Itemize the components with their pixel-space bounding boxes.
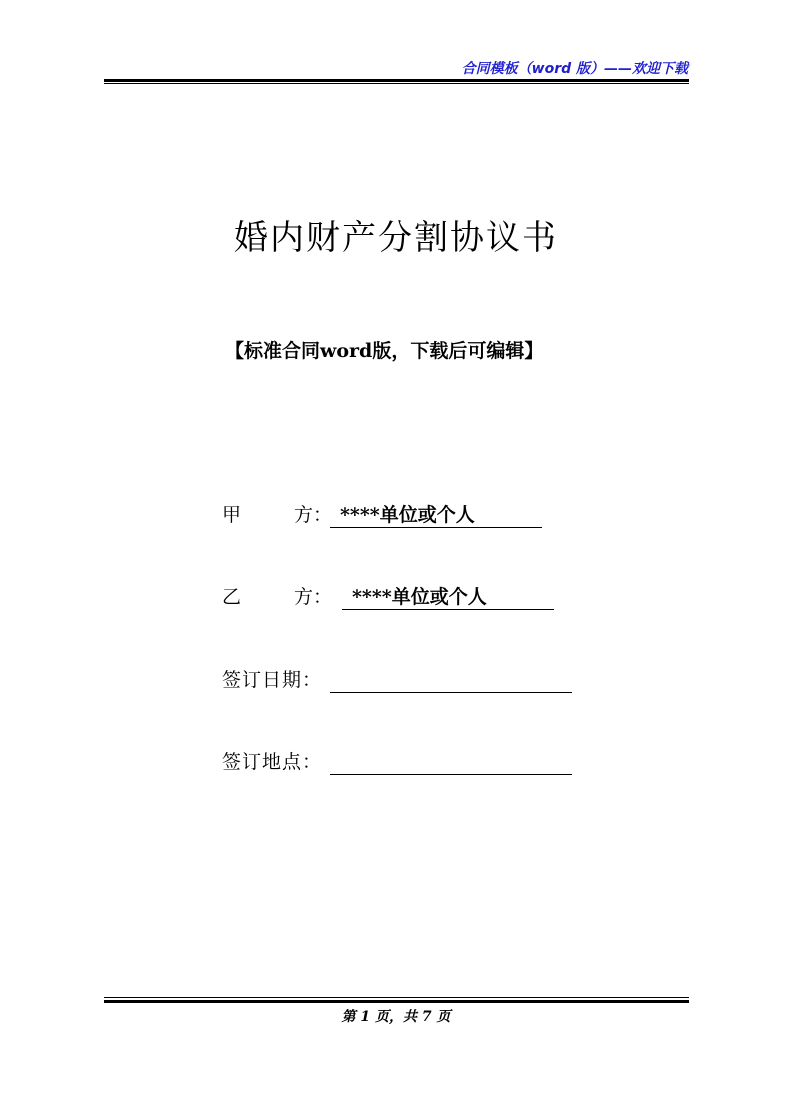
header-rule-thin bbox=[104, 83, 689, 84]
sign-place-label: 签订地点： bbox=[222, 751, 323, 773]
page-number: 第 1 页，共 7 页 bbox=[341, 1009, 451, 1025]
party-a-label-first: 甲 bbox=[222, 504, 242, 526]
header-rule-thick bbox=[104, 79, 689, 82]
sign-place-field[interactable] bbox=[330, 749, 572, 775]
party-b-row bbox=[222, 584, 554, 610]
footer-rule-thin bbox=[104, 997, 689, 998]
party-b-label-first: 乙 bbox=[222, 586, 242, 608]
party-b-field[interactable]: ****单位或个人 bbox=[342, 584, 554, 610]
document-title: 婚内财产分割协议书 bbox=[234, 218, 558, 258]
footer-rule-thick bbox=[104, 1000, 689, 1003]
party-b-label-second: 方： bbox=[294, 586, 333, 608]
page-header-text: 合同模板（word 版）——欢迎下载 bbox=[461, 61, 688, 77]
party-a-label-second: 方： bbox=[294, 504, 333, 526]
party-a-label bbox=[222, 502, 333, 528]
party-a-field[interactable]: ****单位或个人 bbox=[330, 502, 542, 528]
sign-date-label: 签订日期： bbox=[222, 669, 323, 691]
party-b-label bbox=[222, 584, 333, 610]
document-subtitle: 【标准合同word版，下载后可编辑】 bbox=[225, 340, 544, 362]
sign-date-field[interactable] bbox=[330, 667, 572, 693]
party-a-row bbox=[222, 502, 542, 528]
sign-place-row bbox=[222, 749, 572, 775]
sign-date-row bbox=[222, 667, 572, 693]
